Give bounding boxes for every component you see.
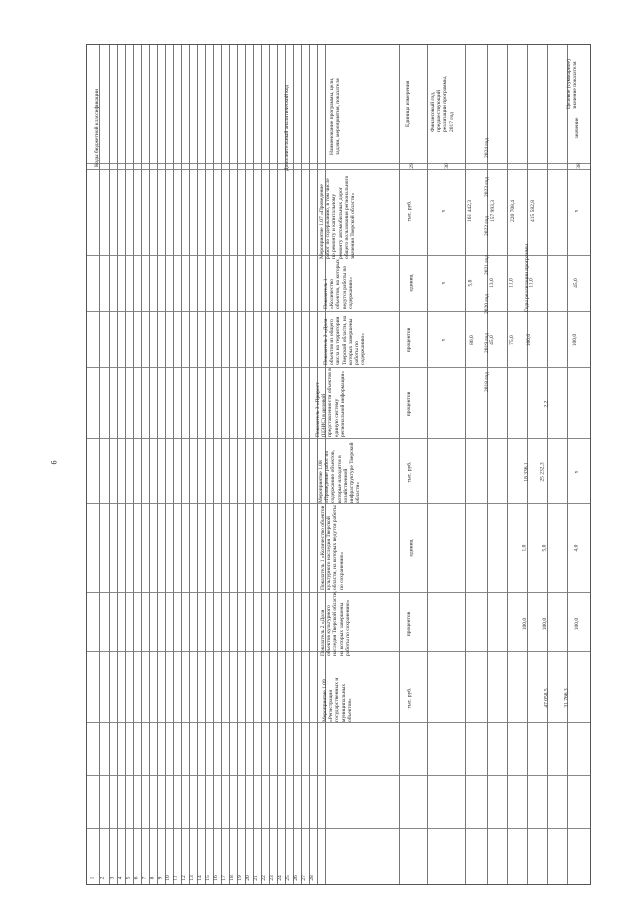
- col-number: 29: [409, 163, 415, 169]
- code-digit: 21: [252, 875, 259, 881]
- row-value: 47 058,5: [543, 688, 550, 708]
- row-unit: единиц: [408, 274, 415, 292]
- col-number: 30: [444, 163, 450, 169]
- row-name: Мероприятие 1.07 «Проведение работ по содержанию, в том числе по ремонту и капитальному ремонту автомобильных дорог общего пользования регионального значения Тверской области»: [319, 175, 357, 259]
- code-digit: 1: [89, 876, 96, 880]
- row-value: 100,0: [522, 617, 529, 631]
- row-value: 25 232,3: [539, 462, 546, 482]
- row-value: 18 336,1: [523, 462, 530, 482]
- code-digit: 25: [284, 875, 291, 881]
- row-final: х: [573, 209, 580, 213]
- row-fin: х: [440, 281, 447, 285]
- row-fin: х: [440, 209, 447, 213]
- code-digit: 26: [292, 875, 299, 881]
- year-header: 2018 год: [484, 372, 490, 392]
- row-unit: единиц: [408, 539, 415, 557]
- code-digit: 27: [300, 875, 307, 881]
- code-digit: 12: [180, 875, 187, 881]
- row-value: 75,0: [508, 335, 515, 345]
- row-value: 220 708,4: [510, 200, 516, 222]
- row-value: 161 442,3: [467, 200, 473, 222]
- row-name: Показатель 2 «Доля объектов из общего числа на территории Тверской области, на которых завершены работы по содержанию»: [323, 315, 367, 365]
- row-value: 415 582,8: [530, 200, 536, 222]
- row-value: 5,0: [467, 279, 474, 287]
- row-unit: процентов: [406, 327, 413, 353]
- row-name: Показатель 1 «Количество объектов, на которых ведутся работы по содержанию»: [323, 259, 354, 309]
- row-unit: тыс. руб.: [406, 200, 413, 222]
- analytic-header: Дополнительный аналитический код: [284, 84, 290, 172]
- row-name: Показатель 1 «Количество объектов культурного наследия Тверской области, на которых ведутся работы по сохранению»: [320, 505, 345, 590]
- code-digit: 19: [236, 875, 243, 881]
- row-name: Показатель 3 «Прирост (ЦЭИС) в целевой представленности объектов в единую систему региональной информации»: [315, 368, 346, 437]
- row-name: Показатель 2 «Доля объектов культурного наследия Тверской области, на которых завершены работы по сохранению»: [320, 590, 351, 656]
- final-column-header: Целевое (суммарное) значение показателя: [566, 59, 579, 109]
- unit-column-header: Единица измерения: [405, 80, 411, 127]
- code-digit: 3: [109, 876, 116, 880]
- row-unit: процентов: [406, 391, 413, 417]
- year-header: 2023 год: [484, 177, 490, 197]
- code-digit: 10: [164, 875, 171, 881]
- code-digit: 5: [125, 876, 132, 880]
- code-digit: 7: [141, 876, 148, 880]
- code-digit: 17: [220, 875, 227, 881]
- code-digit: 16: [212, 875, 219, 881]
- row-final: х: [573, 470, 580, 474]
- year-header: 2022 год: [484, 216, 490, 236]
- row-value: 31 766,3: [563, 688, 570, 708]
- row-value: 100,0: [542, 617, 549, 631]
- code-digit: 9: [157, 876, 164, 880]
- fin-year-column-header: Финансовый год, предшествующий реализации программы, 2017 год: [430, 75, 455, 132]
- code-digit: 20: [244, 875, 251, 881]
- row-value: 1,0: [521, 544, 528, 552]
- col-number: 38: [576, 163, 582, 169]
- name-column-header: Наименование программы, цели, задачи, мероприятия, показателя: [329, 77, 342, 155]
- row-unit: тыс. руб.: [406, 687, 413, 709]
- code-digit: 11: [172, 875, 179, 881]
- code-digit: 28: [308, 875, 315, 881]
- row-value: 11,0: [508, 278, 515, 288]
- row-value: 157 993,3: [490, 200, 496, 222]
- row-unit: тыс. руб.: [406, 461, 413, 483]
- code-digit: 15: [204, 875, 211, 881]
- row-fin: х: [440, 338, 447, 342]
- row-value: 45,0: [488, 335, 495, 345]
- row-name: Мероприятие 1.09 «Регистрация государственных и муниципальных объектов»: [322, 677, 353, 722]
- code-digit: 2: [99, 876, 106, 880]
- years-group-header: Годы реализации программы: [524, 244, 530, 312]
- row-value: 13,0: [488, 278, 495, 288]
- program-table: [86, 44, 591, 885]
- codes-header: Коды бюджетной классификации: [94, 89, 100, 167]
- row-final: 100,0: [572, 333, 579, 347]
- row-value: 80,0: [468, 335, 475, 345]
- row-name: Мероприятие 1.08 «Проведение работ по содержанию объектов, которые находятся в хозяйственной инфраструктуре Тверской области»: [318, 442, 362, 503]
- code-digit: 8: [149, 876, 156, 880]
- year-header: 2021 год: [484, 255, 490, 275]
- row-value: 11,0: [528, 278, 535, 288]
- row-final: 4,0: [573, 544, 580, 552]
- row-value: 100,0: [526, 333, 533, 347]
- final-sub-header: значение: [574, 117, 580, 139]
- row-value: 2,2: [543, 400, 550, 408]
- row-final: 100,0: [574, 617, 581, 631]
- row-unit: процентов: [406, 611, 413, 637]
- code-digit: 22: [260, 875, 267, 881]
- code-digit: 13: [188, 875, 195, 881]
- year-header: 2019 год: [484, 333, 490, 353]
- row-value: 5,0: [541, 544, 548, 552]
- code-digit: 14: [196, 875, 203, 881]
- code-digit: 24: [276, 875, 283, 881]
- row-final: 45,0: [572, 278, 579, 288]
- page-number: 6: [49, 460, 59, 465]
- code-digit: 6: [133, 876, 140, 880]
- code-digit: 23: [268, 875, 275, 881]
- year-header: 2020 год: [484, 294, 490, 314]
- year-header: 2024 год: [484, 138, 490, 158]
- code-digit: 18: [228, 875, 235, 881]
- code-digit: 4: [117, 876, 124, 880]
